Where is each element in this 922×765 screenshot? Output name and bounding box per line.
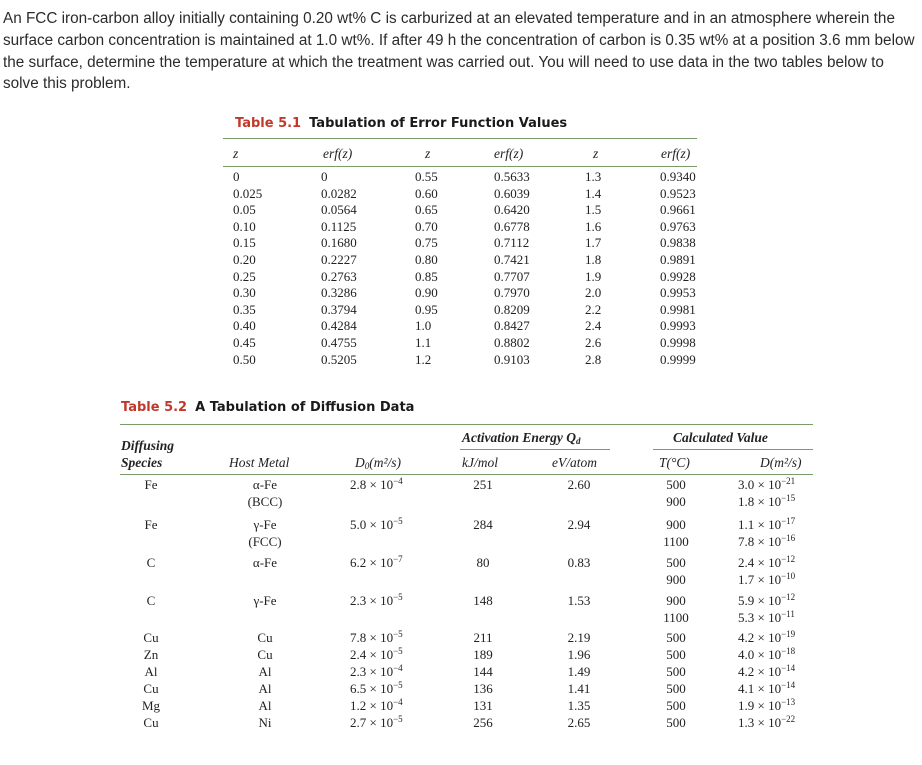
table-5-1-title: Tabulation of Error Function Values bbox=[309, 116, 568, 131]
erf-cell: 0.5205 bbox=[321, 351, 357, 367]
z-cell: 0.30 bbox=[233, 285, 256, 301]
exponent: −14 bbox=[781, 663, 796, 673]
erf-z-col-1 bbox=[233, 169, 262, 368]
table-5-1-header-rule bbox=[223, 166, 697, 167]
erf-cell: 0.7112 bbox=[494, 235, 530, 251]
calc-temperature-cell: 500 bbox=[666, 681, 686, 696]
diffusing-species-cell: Fe bbox=[144, 477, 158, 492]
erf-header-z-1: z bbox=[233, 146, 239, 161]
z-cell: 2.6 bbox=[585, 334, 602, 350]
z-cell: 0.35 bbox=[233, 301, 256, 317]
host-metal-cell: Al bbox=[258, 698, 272, 713]
table-5-2-number: Table 5.2 bbox=[121, 400, 188, 415]
z-cell: 0.25 bbox=[233, 268, 256, 284]
activation-kj-cell: 136 bbox=[473, 681, 493, 696]
z-cell: 2.0 bbox=[585, 285, 602, 301]
erf-cell: 0.9661 bbox=[660, 202, 696, 218]
exponent: −5 bbox=[393, 680, 403, 690]
erf-z-col-3 bbox=[585, 169, 601, 368]
erf-z-col-2 bbox=[415, 169, 438, 368]
erf-cell: 0.9999 bbox=[660, 351, 696, 367]
host-metal-cell: (FCC) bbox=[248, 534, 282, 549]
activation-kj-cell: 211 bbox=[473, 630, 493, 645]
mantissa: 4.0 × 10 bbox=[738, 647, 782, 662]
header-activation-text: Activation Energy Q bbox=[462, 430, 576, 445]
calc-temperature-cell: 900 bbox=[666, 494, 686, 509]
erf-header-erf-3: erf(z) bbox=[661, 146, 691, 161]
calc-d-cell bbox=[738, 647, 795, 663]
exponent: −4 bbox=[393, 663, 403, 673]
activation-ev-cell: 2.60 bbox=[567, 477, 591, 492]
z-cell: 0.40 bbox=[233, 318, 256, 334]
z-cell: 0.20 bbox=[233, 251, 256, 267]
z-cell: 0.70 bbox=[415, 218, 438, 234]
calc-temperature-cell: 900 bbox=[666, 517, 686, 532]
header-d0-unit: (m²/s) bbox=[369, 455, 402, 470]
exponent: −11 bbox=[781, 609, 795, 619]
mantissa: 1.3 × 10 bbox=[738, 715, 782, 730]
erf-cell: 0.9523 bbox=[660, 185, 696, 201]
mantissa: 2.4 × 10 bbox=[738, 555, 782, 570]
activation-ev-cell: 2.94 bbox=[567, 517, 591, 532]
table-5-1-top-rule bbox=[223, 138, 697, 139]
z-cell: 1.3 bbox=[585, 169, 602, 184]
z-cell: 2.4 bbox=[585, 318, 602, 334]
exponent: −7 bbox=[393, 554, 403, 564]
header-d0-sub: 0 bbox=[364, 461, 370, 471]
d0-cell bbox=[350, 555, 403, 571]
exponent: −5 bbox=[393, 516, 403, 526]
calculated-group-rule bbox=[653, 449, 813, 450]
erf-cell: 0.2763 bbox=[321, 268, 357, 284]
z-cell: 1.6 bbox=[585, 218, 602, 234]
erf-value-col-3 bbox=[660, 169, 696, 368]
host-metal-cell: α-Fe bbox=[252, 555, 278, 570]
erf-cell: 0.4755 bbox=[321, 334, 357, 350]
z-cell: 0.50 bbox=[233, 351, 256, 367]
exponent: −10 bbox=[781, 571, 796, 581]
calc-d-cell bbox=[738, 555, 795, 571]
exponent: −5 bbox=[393, 646, 403, 656]
calc-d-cell bbox=[738, 698, 795, 714]
exponent: −17 bbox=[781, 516, 796, 526]
header-species: Species bbox=[121, 455, 163, 470]
calc-temperature-cell: 500 bbox=[666, 715, 686, 730]
mantissa: 7.8 × 10 bbox=[350, 630, 394, 645]
activation-kj-cell: 251 bbox=[473, 477, 493, 492]
header-activation-energy bbox=[462, 430, 581, 446]
erf-cell: 0.4284 bbox=[321, 318, 357, 334]
activation-ev-cell: 2.65 bbox=[567, 715, 591, 730]
activation-ev-cell: 2.19 bbox=[567, 630, 591, 645]
activation-ev-cell: 1.41 bbox=[567, 681, 591, 696]
erf-cell: 0.9763 bbox=[660, 218, 696, 234]
diffusing-species-cell: Zn bbox=[143, 647, 159, 662]
calc-d-cell bbox=[738, 494, 795, 510]
mantissa: 2.4 × 10 bbox=[350, 647, 394, 662]
erf-cell: 0.5633 bbox=[494, 169, 530, 184]
erf-cell: 0.0282 bbox=[321, 185, 357, 201]
calc-d-cell bbox=[738, 630, 795, 646]
erf-cell: 0.9340 bbox=[660, 169, 696, 184]
erf-value-col-1 bbox=[321, 169, 357, 368]
activation-group-rule bbox=[460, 449, 610, 450]
calc-temperature-cell: 500 bbox=[666, 664, 686, 679]
mantissa: 7.8 × 10 bbox=[738, 534, 782, 549]
mantissa: 2.8 × 10 bbox=[350, 477, 394, 492]
host-metal-cell: Al bbox=[258, 681, 272, 696]
calc-temperature-cell: 900 bbox=[666, 593, 686, 608]
z-cell: 0.80 bbox=[415, 251, 438, 267]
erf-header-erf-2: erf(z) bbox=[494, 146, 524, 161]
calc-temperature-cell: 900 bbox=[666, 572, 686, 587]
table-5-1-caption bbox=[235, 116, 567, 131]
z-cell: 1.8 bbox=[585, 251, 602, 267]
diffusing-species-cell: Al bbox=[144, 664, 158, 679]
table-5-2-caption bbox=[121, 400, 414, 415]
mantissa: 5.9 × 10 bbox=[738, 593, 782, 608]
activation-kj-cell: 284 bbox=[473, 517, 493, 532]
erf-cell: 0.0564 bbox=[321, 202, 357, 218]
z-cell: 1.2 bbox=[415, 351, 432, 367]
mantissa: 2.7 × 10 bbox=[350, 715, 394, 730]
diffusing-species-cell: C bbox=[146, 555, 156, 570]
calc-temperature-cell: 500 bbox=[666, 698, 686, 713]
erf-cell: 0.8209 bbox=[494, 301, 530, 317]
activation-ev-cell: 0.83 bbox=[567, 555, 591, 570]
mantissa: 4.1 × 10 bbox=[738, 681, 782, 696]
calc-d-cell bbox=[738, 681, 795, 697]
z-cell: 0.60 bbox=[415, 185, 438, 201]
calc-d-cell bbox=[738, 593, 795, 609]
table-5-2-header-rule bbox=[120, 474, 813, 475]
activation-kj-cell: 256 bbox=[473, 715, 493, 730]
exponent: −5 bbox=[393, 629, 403, 639]
mantissa: 1.9 × 10 bbox=[738, 698, 782, 713]
host-metal-cell: Ni bbox=[258, 715, 272, 730]
erf-cell: 0.2227 bbox=[321, 251, 357, 267]
z-cell: 0.45 bbox=[233, 334, 256, 350]
activation-ev-cell: 1.49 bbox=[567, 664, 591, 679]
z-cell: 0 bbox=[233, 169, 240, 184]
d0-cell bbox=[350, 477, 403, 493]
erf-cell: 0.9103 bbox=[494, 351, 530, 367]
z-cell: 0.95 bbox=[415, 301, 438, 317]
exponent: −14 bbox=[781, 680, 796, 690]
exponent: −16 bbox=[781, 533, 796, 543]
problem-statement: An FCC iron-carbon alloy initially containing 0.20 wt% C is carburized at an elevated temperature and in an atmosphere wherein the surface carbon concentration is maintained at 1.0 wt%. If after 49 h the concentration of carbon is 0.35 wt% at a position 3.6 mm below the surface, determine the temperature at which the treatment was carried out. You will need to use data in the two tables below to solve this problem. bbox=[3, 10, 915, 93]
header-d-calculated: D(m²/s) bbox=[760, 455, 802, 470]
header-d0 bbox=[355, 455, 401, 471]
z-cell: 1.1 bbox=[415, 334, 432, 350]
header-temperature: T(°C) bbox=[659, 455, 690, 470]
mantissa: 6.5 × 10 bbox=[350, 681, 394, 696]
calc-temperature-cell: 500 bbox=[666, 555, 686, 570]
calc-d-cell bbox=[738, 572, 795, 588]
calc-d-cell bbox=[738, 610, 795, 626]
exponent: −5 bbox=[393, 592, 403, 602]
mantissa: 1.1 × 10 bbox=[738, 517, 782, 532]
erf-cell: 0 bbox=[321, 169, 328, 184]
z-cell: 0.85 bbox=[415, 268, 438, 284]
calc-temperature-cell: 500 bbox=[666, 647, 686, 662]
activation-ev-cell: 1.53 bbox=[567, 593, 591, 608]
exponent: −4 bbox=[393, 476, 403, 486]
erf-cell: 0.7707 bbox=[494, 268, 530, 284]
calc-d-cell bbox=[738, 477, 795, 493]
z-cell: 2.2 bbox=[585, 301, 602, 317]
exponent: −12 bbox=[781, 554, 796, 564]
erf-cell: 0.6778 bbox=[494, 218, 530, 234]
diffusing-species-cell: Cu bbox=[143, 715, 159, 730]
mantissa: 4.2 × 10 bbox=[738, 630, 782, 645]
exponent: −12 bbox=[781, 592, 796, 602]
header-calculated-value: Calculated Value bbox=[673, 430, 768, 445]
erf-header-erf-1: erf(z) bbox=[323, 146, 353, 161]
activation-kj-cell: 80 bbox=[476, 555, 490, 570]
table-5-1-number: Table 5.1 bbox=[235, 116, 302, 131]
d0-cell bbox=[350, 593, 403, 609]
mantissa: 6.2 × 10 bbox=[350, 555, 394, 570]
d0-cell bbox=[350, 715, 403, 731]
z-cell: 0.75 bbox=[415, 235, 438, 251]
erf-cell: 0.9928 bbox=[660, 268, 696, 284]
z-cell: 1.7 bbox=[585, 235, 602, 251]
erf-cell: 0.7421 bbox=[494, 251, 530, 267]
activation-kj-cell: 148 bbox=[473, 593, 493, 608]
d0-cell bbox=[350, 681, 403, 697]
exponent: −19 bbox=[781, 629, 796, 639]
erf-header-z-2: z bbox=[425, 146, 431, 161]
erf-header-z-3: z bbox=[593, 146, 599, 161]
host-metal-cell: γ-Fe bbox=[253, 517, 277, 532]
erf-cell: 0.6420 bbox=[494, 202, 530, 218]
erf-cell: 0.9838 bbox=[660, 235, 696, 251]
header-d0-symbol: D bbox=[355, 455, 365, 470]
header-kj-mol: kJ/mol bbox=[462, 455, 498, 470]
host-metal-cell: Al bbox=[258, 664, 272, 679]
diffusing-species-cell: Cu bbox=[143, 630, 159, 645]
mantissa: 4.2 × 10 bbox=[738, 664, 782, 679]
z-cell: 1.0 bbox=[415, 318, 432, 334]
z-cell: 0.05 bbox=[233, 202, 256, 218]
z-cell: 0.10 bbox=[233, 218, 256, 234]
z-cell: 1.5 bbox=[585, 202, 602, 218]
erf-cell: 0.8802 bbox=[494, 334, 530, 350]
erf-cell: 0.9891 bbox=[660, 251, 696, 267]
exponent: −4 bbox=[393, 697, 403, 707]
erf-cell: 0.1680 bbox=[321, 235, 357, 251]
z-cell: 2.8 bbox=[585, 351, 602, 367]
calc-d-cell bbox=[738, 715, 795, 731]
erf-value-col-2 bbox=[494, 169, 530, 368]
exponent: −13 bbox=[781, 697, 796, 707]
z-cell: 0.65 bbox=[415, 202, 438, 218]
d0-cell bbox=[350, 664, 403, 680]
erf-cell: 0.9998 bbox=[660, 334, 696, 350]
header-ev-atom: eV/atom bbox=[552, 455, 597, 470]
exponent: −5 bbox=[393, 714, 403, 724]
host-metal-cell: α-Fe bbox=[252, 477, 278, 492]
calc-temperature-cell: 1100 bbox=[663, 610, 689, 625]
erf-cell: 0.3286 bbox=[321, 285, 357, 301]
mantissa: 3.0 × 10 bbox=[738, 477, 782, 492]
z-cell: 0.15 bbox=[233, 235, 256, 251]
exponent: −22 bbox=[781, 714, 796, 724]
mantissa: 2.3 × 10 bbox=[350, 593, 394, 608]
mantissa: 5.3 × 10 bbox=[738, 610, 782, 625]
d0-cell bbox=[350, 698, 403, 714]
erf-cell: 0.6039 bbox=[494, 185, 530, 201]
activation-ev-cell: 1.35 bbox=[567, 698, 591, 713]
exponent: −18 bbox=[781, 646, 796, 656]
diffusing-species-cell: Mg bbox=[141, 698, 161, 713]
erf-cell: 0.3794 bbox=[321, 301, 357, 317]
d0-cell bbox=[350, 517, 403, 533]
activation-kj-cell: 144 bbox=[473, 664, 493, 679]
exponent: −15 bbox=[781, 493, 796, 503]
activation-kj-cell: 131 bbox=[473, 698, 493, 713]
erf-cell: 0.9981 bbox=[660, 301, 696, 317]
erf-cell: 0.1125 bbox=[321, 218, 357, 234]
calc-d-cell bbox=[738, 517, 795, 533]
erf-cell: 0.9953 bbox=[660, 285, 696, 301]
z-cell: 0.90 bbox=[415, 285, 438, 301]
z-cell: 1.9 bbox=[585, 268, 602, 284]
d0-cell bbox=[350, 630, 403, 646]
table-5-2-top-rule bbox=[120, 424, 813, 425]
host-metal-cell: Cu bbox=[257, 647, 273, 662]
header-diffusing: Diffusing bbox=[121, 438, 175, 453]
activation-ev-cell: 1.96 bbox=[567, 647, 591, 662]
host-metal-cell: (BCC) bbox=[247, 494, 283, 509]
mantissa: 2.3 × 10 bbox=[350, 664, 394, 679]
calc-d-cell bbox=[738, 664, 795, 680]
calc-temperature-cell: 500 bbox=[666, 630, 686, 645]
mantissa: 1.8 × 10 bbox=[738, 494, 782, 509]
z-cell: 0.025 bbox=[233, 185, 263, 201]
z-cell: 0.55 bbox=[415, 169, 438, 184]
exponent: −21 bbox=[781, 476, 796, 486]
erf-cell: 0.8427 bbox=[494, 318, 530, 334]
host-metal-cell: γ-Fe bbox=[253, 593, 277, 608]
mantissa: 5.0 × 10 bbox=[350, 517, 394, 532]
diffusing-species-cell: Fe bbox=[144, 517, 158, 532]
host-metal-cell: Cu bbox=[257, 630, 273, 645]
diffusing-species-cell: C bbox=[146, 593, 156, 608]
table-5-2-title: A Tabulation of Diffusion Data bbox=[195, 400, 415, 415]
erf-cell: 0.7970 bbox=[494, 285, 530, 301]
mantissa: 1.2 × 10 bbox=[350, 698, 394, 713]
mantissa: 1.7 × 10 bbox=[738, 572, 782, 587]
calc-d-cell bbox=[738, 534, 795, 550]
erf-cell: 0.9993 bbox=[660, 318, 696, 334]
z-cell: 1.4 bbox=[585, 185, 602, 201]
calc-temperature-cell: 1100 bbox=[663, 534, 689, 549]
calc-temperature-cell: 500 bbox=[666, 477, 686, 492]
diffusing-species-cell: Cu bbox=[143, 681, 159, 696]
header-host-metal: Host Metal bbox=[229, 455, 290, 470]
header-activation-sub: d bbox=[576, 436, 581, 446]
d0-cell bbox=[350, 647, 403, 663]
activation-kj-cell: 189 bbox=[473, 647, 493, 662]
